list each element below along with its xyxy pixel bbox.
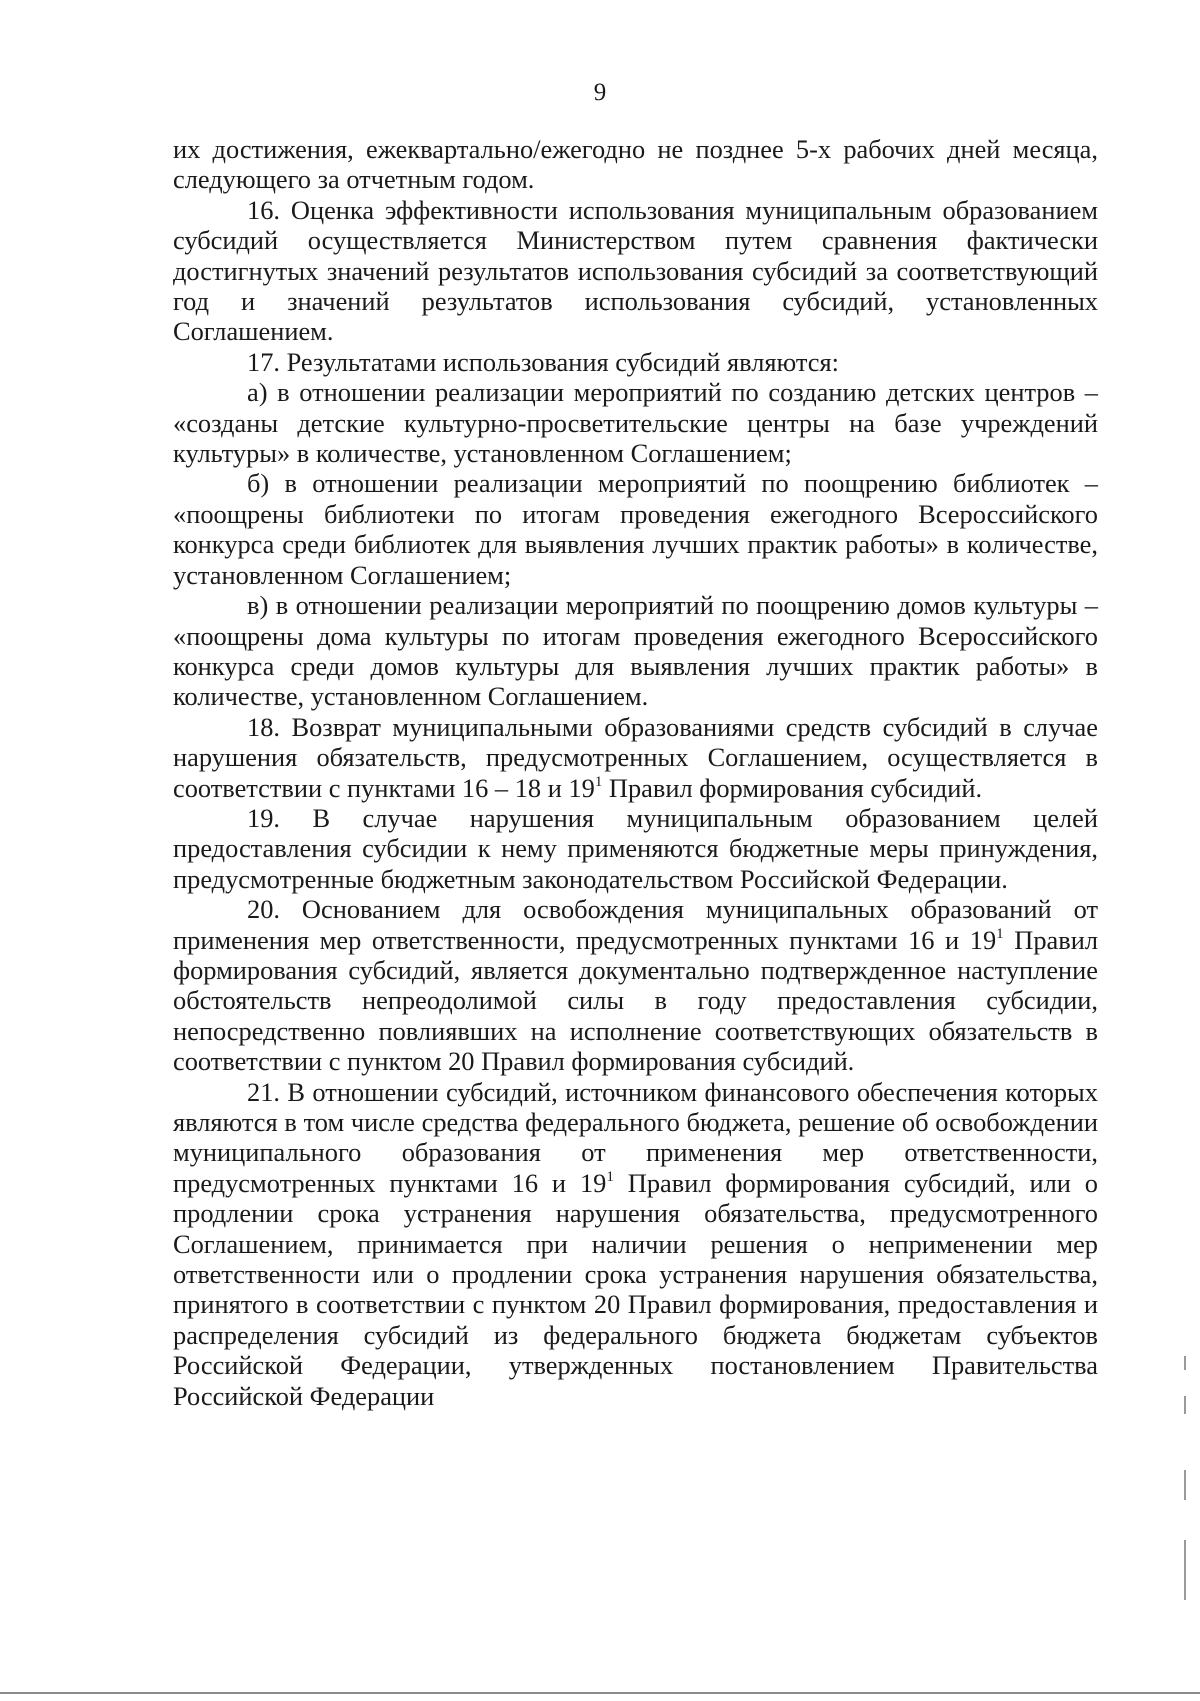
scan-edge-mark bbox=[1184, 1396, 1186, 1414]
scan-edge-mark bbox=[1184, 1540, 1186, 1600]
bottom-scan-border bbox=[0, 1692, 1200, 1694]
paragraph-18 bbox=[173, 712, 1098, 803]
paragraph-20-text-end: Правил формирования субсидий, является документально подтвержденное наступление обстоятельств непреодолимой силы в году предоставления субсидии, непосредственно повлиявших на исполнение соответствующих обязательств в соответствии с пунктом 20 Правил формирования субсидий. bbox=[173, 924, 1098, 1077]
paragraph-17b: б) в отношении реализации мероприятий по поощрению библиотек – «поощрены библиотеки по итогам проведения ежегодного Всероссийского конкурса среди библиотек для выявления лучших практик работы» в количестве, установленном Соглашением; bbox=[173, 468, 1098, 590]
paragraph-17: 17. Результатами использования субсидий являются: bbox=[247, 346, 839, 377]
scan-edge-mark bbox=[1184, 1470, 1186, 1500]
paragraph-20 bbox=[173, 894, 1098, 1076]
paragraph-17c: в) в отношении реализации мероприятий по поощрению домов культуры – «поощрены дома культуры по итогам проведения ежегодного Всероссийского конкурса среди домов культуры для выявления лучших практик работы» в количестве, установленном Соглашением. bbox=[173, 590, 1098, 712]
paragraph-18-text: 18. Возврат муниципальными образованиями средств субсидий в случае нарушения обязательств, предусмотренных Соглашением, осуществляется в соответствии с пунктами 16 – 18 и 19 bbox=[173, 711, 1098, 803]
superscript: 1 bbox=[606, 1168, 614, 1185]
superscript: 1 bbox=[996, 925, 1004, 942]
paragraph-21-text: 21. В отношении субсидий, источником финансового обеспечения которых являются в том числе средства федерального бюджета, решение об освобождении муниципального образования от применения мер ответственности, предусмотренных пунктами 16 и 19 bbox=[173, 1076, 1098, 1198]
paragraph-21-text-end: Правил формирования субсидий, или о продлении срока устранения нарушения обязательства, предусмотренного Соглашением, принимается при наличии решения о неприменении мер ответственности или о продлении срока устранения нарушения обязательства, принятого в соответствии с пунктом 20 Правил формирования, предоставления и распределения субсидий из федерального бюджета бюджетам субъектов Российской Федерации, утвержденных постановлением Правительства Российской Федерации bbox=[173, 1167, 1098, 1411]
paragraph-20-text: 20. Основанием для освобождения муниципальных образований от применения мер ответственности, предусмотренных пунктами 16 и 19 bbox=[173, 894, 1098, 955]
paragraph-continuation: их достижения, ежеквартально/ежегодно не позднее 5-х рабочих дней месяца, следующего за отчетным годом. bbox=[173, 134, 1098, 195]
paragraph-17a: а) в отношении реализации мероприятий по созданию детских центров – «созданы детские культурно-просветительские центры на базе учреждений культуры» в количестве, установленном Соглашением; bbox=[173, 377, 1098, 469]
superscript: 1 bbox=[594, 773, 603, 790]
document-body bbox=[173, 134, 1098, 1411]
paragraph-16: 16. Оценка эффективности использования муниципальным образованием субсидий осуществляется Министерством путем сравнения фактически достигнутых значений результатов использования субсидий за соответствующий год и значений результатов использования субсидий, установленных Соглашением. bbox=[173, 194, 1098, 347]
scan-edge-mark bbox=[1184, 1356, 1186, 1370]
paragraph-21 bbox=[173, 1077, 1098, 1411]
paragraph-18-text-end: Правил формирования субсидий. bbox=[602, 772, 983, 803]
page-number: 9 bbox=[593, 79, 607, 106]
paragraph-19: 19. В случае нарушения муниципальным образованием целей предоставления субсидии к нему применяются бюджетные меры принуждения, предусмотренные бюджетным законодательством Российской Федерации. bbox=[173, 802, 1098, 894]
